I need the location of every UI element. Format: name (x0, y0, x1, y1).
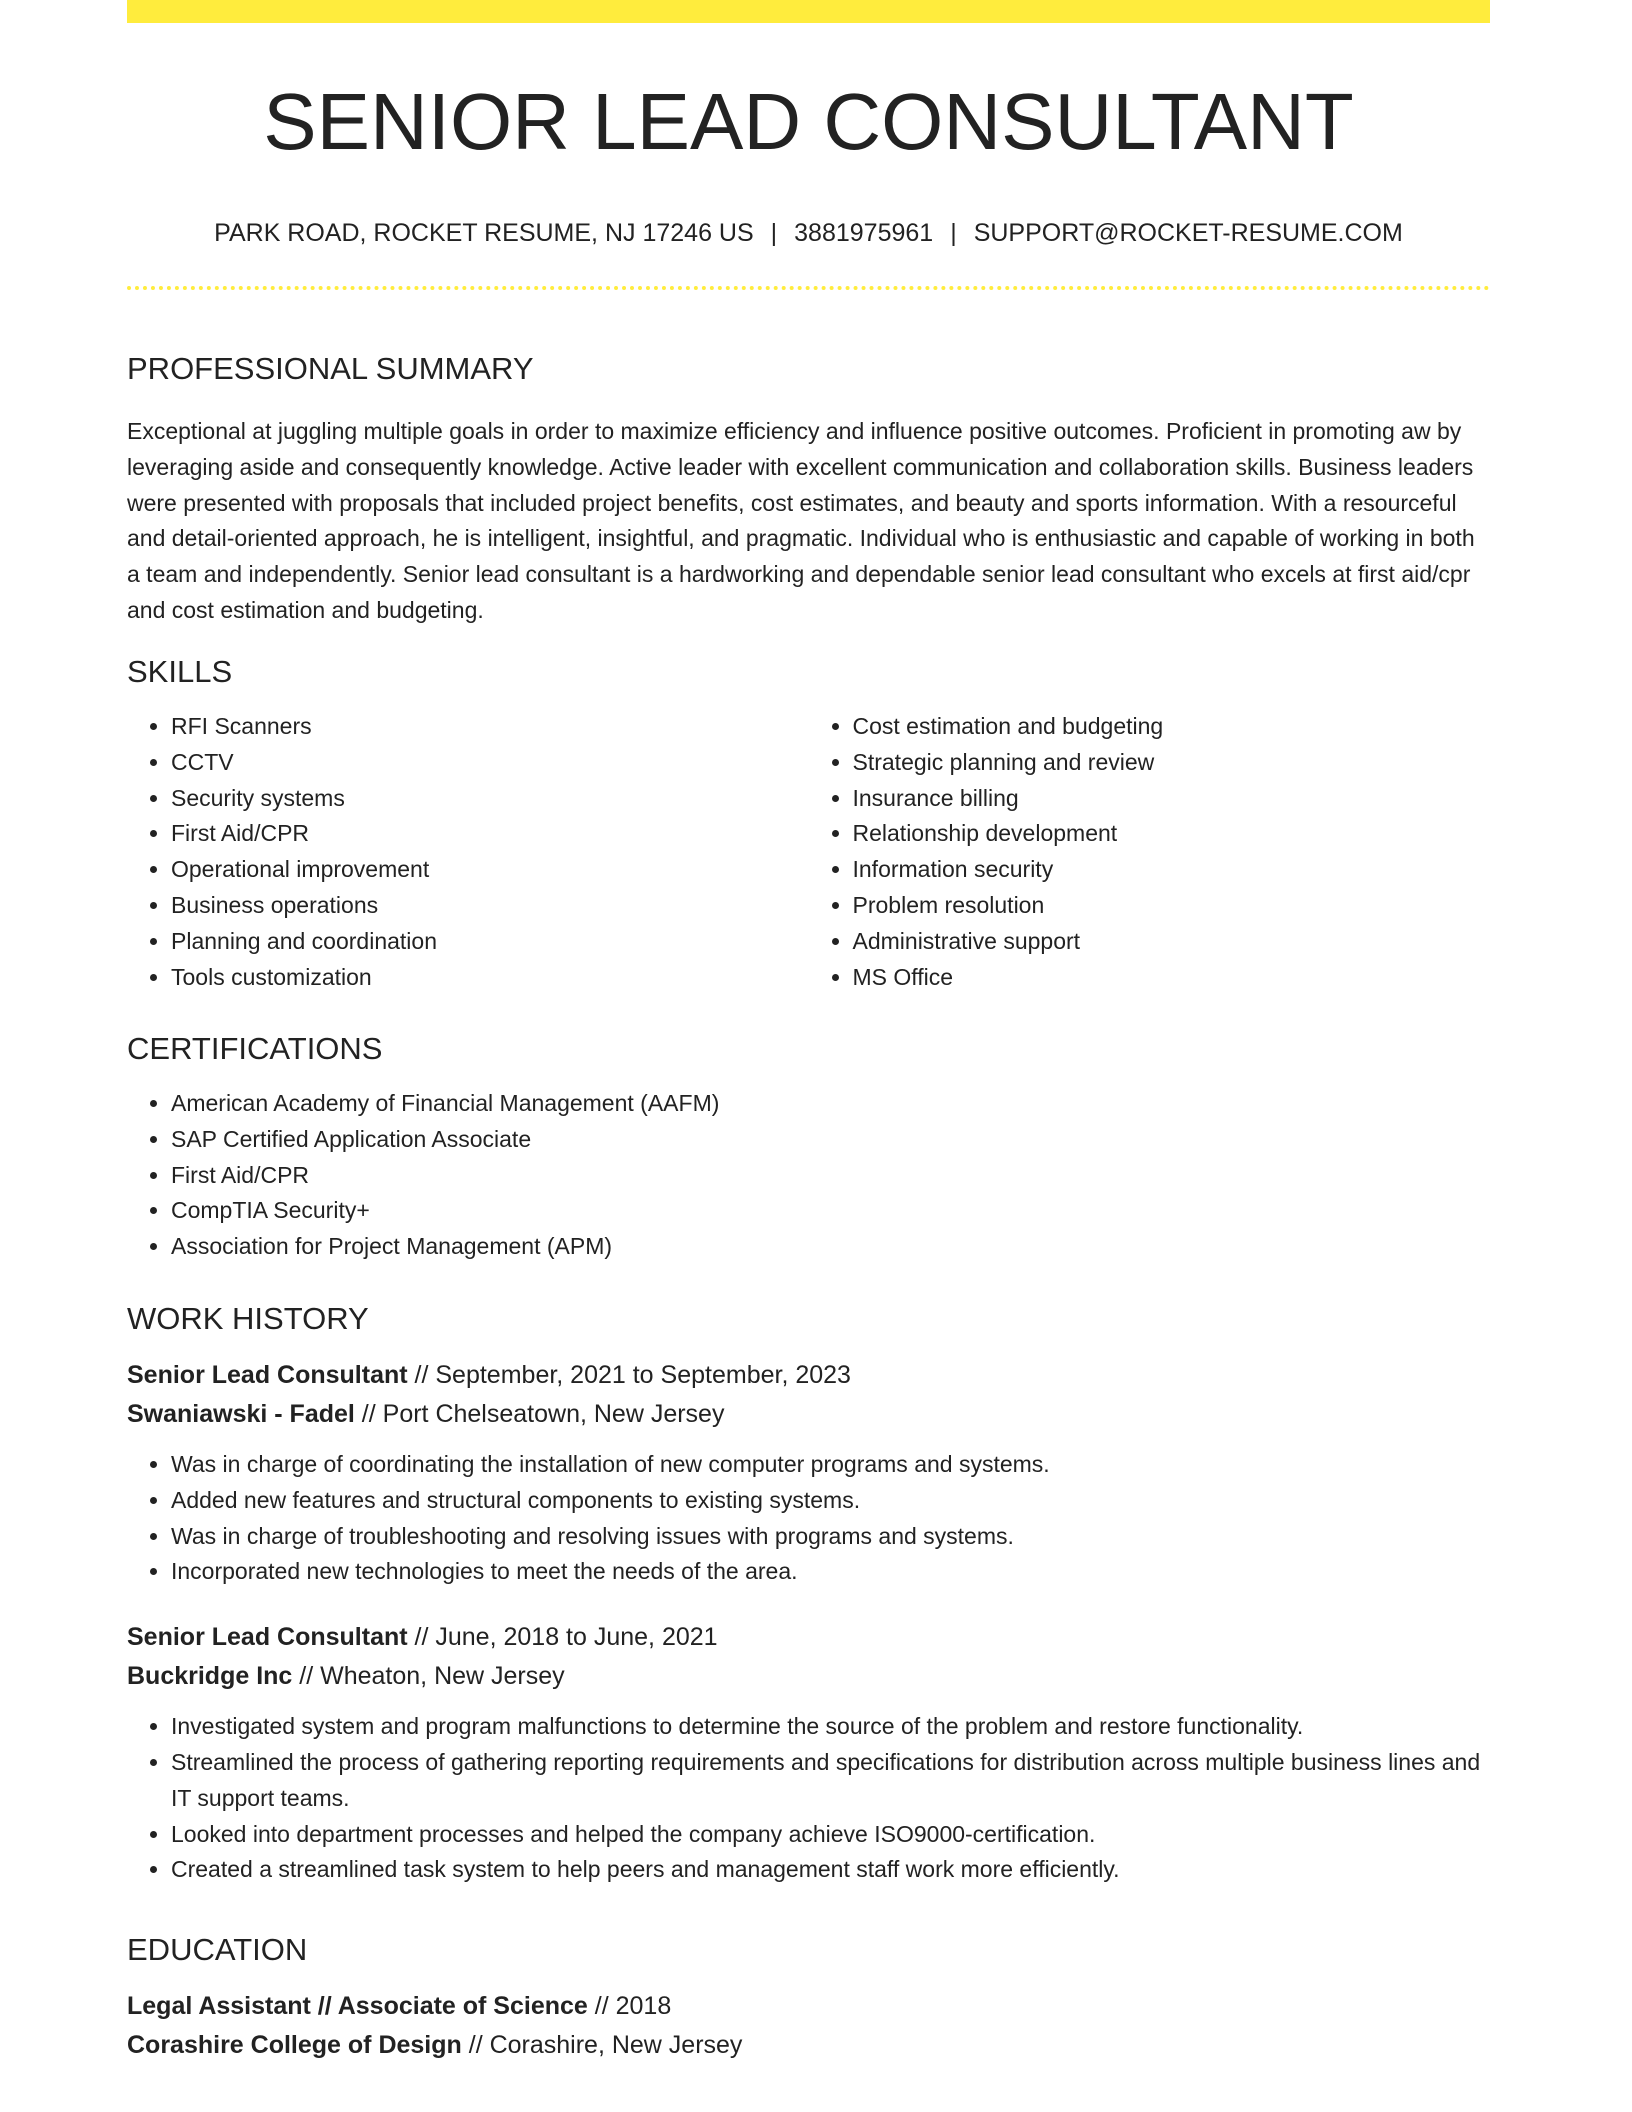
skills-columns (127, 709, 1490, 995)
contact-phone: 3881975961 (794, 219, 934, 247)
job-entry (127, 1618, 1490, 1888)
job-company: Swaniawski - Fadel (127, 1399, 355, 1428)
skill-item: • Relationship development (853, 816, 1491, 852)
skill-item: • Problem resolution (853, 888, 1491, 924)
job-location: // Port Chelseatown, New Jersey (354, 1399, 725, 1428)
education-year: // 2018 (587, 1992, 672, 2020)
education-section (127, 1934, 1490, 2064)
certifications-list (127, 1086, 1490, 1265)
education-school: Corashire College of Design (127, 2030, 462, 2059)
job-company-line (127, 1395, 1490, 1434)
skill-item: • Administrative support (853, 924, 1491, 960)
contact-line (127, 221, 1490, 246)
job-bullet: • Created a streamlined task system to help peers and management staff work more efficiently. (171, 1852, 1490, 1888)
section-heading-summary: PROFESSIONAL SUMMARY (127, 351, 534, 386)
section-heading-skills: SKILLS (127, 654, 233, 689)
certification-item: • Association for Project Management (APM) (171, 1229, 1490, 1265)
job-bullet: • Investigated system and program malfunctions to determine the source of the problem and restore functionality. (171, 1709, 1490, 1745)
resume-page (127, 0, 1490, 2059)
job-dates: // June, 2018 to June, 2021 (407, 1623, 718, 1652)
job-title: Senior Lead Consultant (127, 1361, 408, 1389)
job-entry (127, 1356, 1490, 1590)
education-school-line (127, 2026, 1490, 2065)
job-title-line (127, 1618, 1490, 1657)
skill-item: • Strategic planning and review (853, 745, 1491, 781)
skills-section (127, 656, 1490, 995)
certification-item: • CompTIA Security+ (171, 1193, 1490, 1229)
contact-email: SUPPORT@ROCKET-RESUME.COM (973, 219, 1403, 247)
job-bullets (127, 1709, 1490, 1888)
contact-separator: | (770, 219, 778, 247)
education-degree: Legal Assistant // Associate of Science (127, 1992, 588, 2020)
skill-item: • Insurance billing (853, 781, 1491, 817)
skills-list-right (809, 709, 1491, 995)
skills-list-left (127, 709, 809, 995)
section-heading-certifications: CERTIFICATIONS (127, 1031, 383, 1066)
job-bullet: • Added new features and structural components to existing systems. (171, 1483, 1490, 1519)
skill-item: • RFI Scanners (171, 709, 809, 745)
job-company-line (127, 1657, 1490, 1696)
skill-item: • Tools customization (171, 960, 809, 996)
skill-item: • CCTV (171, 745, 809, 781)
skill-item: • First Aid/CPR (171, 816, 809, 852)
certification-item: • First Aid/CPR (171, 1158, 1490, 1194)
education-entry (127, 1987, 1490, 2064)
skill-item: • MS Office (853, 960, 1491, 996)
job-bullet: • Looked into department processes and helped the company achieve ISO9000-certification. (171, 1817, 1490, 1853)
job-title-line (127, 1356, 1490, 1395)
skill-item: • Operational improvement (171, 852, 809, 888)
contact-address: PARK ROAD, ROCKET RESUME, NJ 17246 US (214, 219, 754, 247)
skill-item: • Security systems (171, 781, 809, 817)
certifications-section (127, 1033, 1490, 1265)
section-heading-work-history: WORK HISTORY (127, 1301, 369, 1336)
job-company: Buckridge Inc (127, 1661, 293, 1690)
job-bullets (127, 1447, 1490, 1590)
work-history-section (127, 1303, 1490, 1888)
skill-item: • Cost estimation and budgeting (853, 709, 1491, 745)
contact-separator: | (950, 219, 957, 247)
skill-item: • Business operations (171, 888, 809, 924)
job-bullet: • Was in charge of troubleshooting and resolving issues with programs and systems. (171, 1519, 1490, 1555)
certification-item: • SAP Certified Application Associate (171, 1122, 1490, 1158)
summary-text: Exceptional at juggling multiple goals in order to maximize efficiency and influence positive outcomes. Proficient in promoting aw by leveraging aside and consequently knowledge. Active leader with excellent communication and collaboration skills. Business leaders were presented with proposals that included project benefits, cost estimates, and beauty and sports information. With a resourceful and detail-oriented approach, he is intelligent, insightful, and pragmatic. Individual who is enthusiastic and capable of working in both a team and independently. Senior lead consultant is a hardworking and dependable senior lead consultant who excels at first aid/cpr and cost estimation and budgeting. (127, 418, 1475, 623)
accent-bar (127, 0, 1490, 23)
job-bullet: • Was in charge of coordinating the installation of new computer programs and systems. (171, 1447, 1490, 1483)
section-heading-education: EDUCATION (127, 1932, 308, 1967)
education-degree-line (127, 1987, 1490, 2026)
skill-item: • Information security (853, 852, 1491, 888)
job-title: Senior Lead Consultant (127, 1623, 408, 1652)
job-dates: // September, 2021 to September, 2023 (407, 1361, 851, 1389)
summary-section (127, 353, 1490, 629)
skill-item: • Planning and coordination (171, 924, 809, 960)
job-bullet: • Incorporated new technologies to meet the needs of the area. (171, 1554, 1490, 1590)
job-location: // Wheaton, New Jersey (292, 1661, 565, 1690)
education-location: // Corashire, New Jersey (461, 2030, 743, 2059)
job-bullet: • Streamlined the process of gathering reporting requirements and specifications for distribution across multiple business lines and IT support teams. (171, 1745, 1490, 1817)
header-divider (127, 286, 1490, 290)
resume-name-title: SENIOR LEAD CONSULTANT (263, 77, 1354, 166)
certification-item: • American Academy of Financial Management (AAFM) (171, 1086, 1490, 1122)
